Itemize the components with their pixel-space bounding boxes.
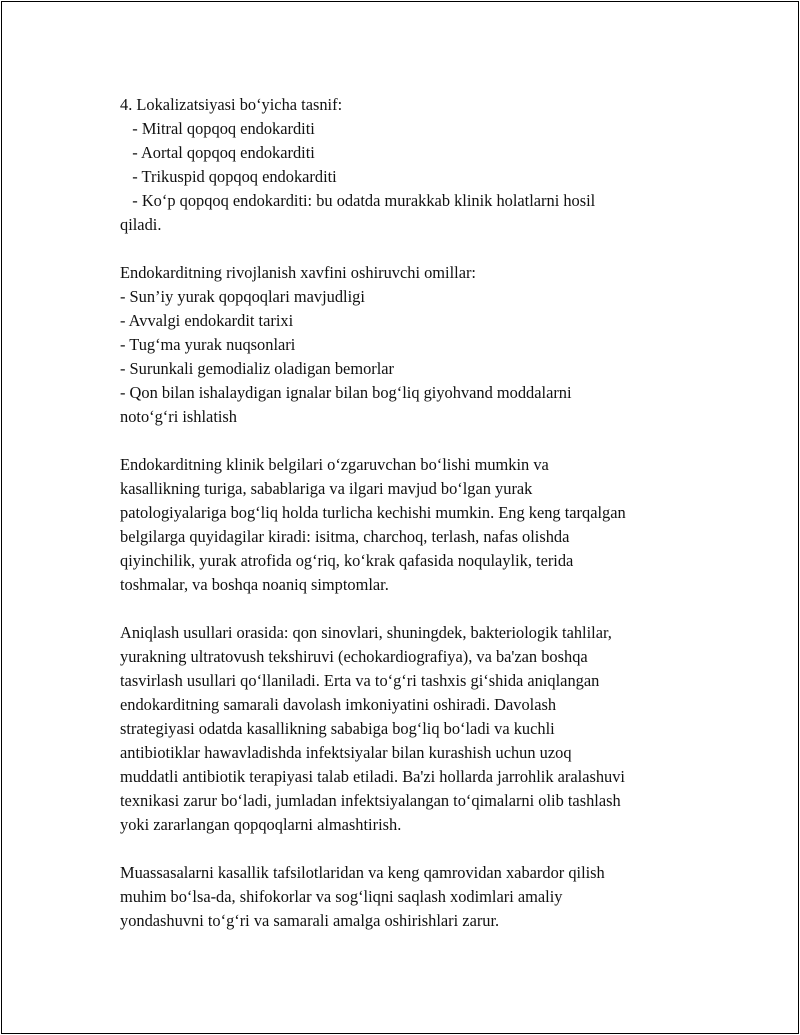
paragraph-line: patologiyalariga bog‘liq holda turlicha kechishi mumkin. Eng keng tarqalgan <box>120 503 626 522</box>
risk-factor-item: - Surunkali gemodializ oladigan bemorlar <box>120 359 395 378</box>
risk-factor-item: - Sun’iy yurak qopqoqlari mavjudligi <box>120 287 365 306</box>
paragraph-line: muddatli antibiotik terapiyasi talab etiladi. Ba'zi hollarda jarrohlik aralashuvi <box>120 767 625 786</box>
clinical-signs-paragraph <box>120 453 700 597</box>
classification-item-multi: - Ko‘p qopqoq endokarditi: bu odatda murakkab klinik holatlarni hosil <box>120 191 596 210</box>
classification-section <box>120 93 700 237</box>
paragraph-line: texnikasi zarur bo‘ladi, jumladan infektsiyalangan to‘qimalarni olib tashlash <box>120 791 621 810</box>
paragraph-line: yondashuvni to‘g‘ri va samarali amalga oshirishlari zarur. <box>120 911 500 930</box>
paragraph-line: yurakning ultratovush tekshiruvi (echokardiografiya), va ba'zan boshqa <box>120 647 588 666</box>
paragraph-line: tasvirlash usullari qo‘llaniladi. Erta va to‘g‘ri tashxis gi‘shida aniqlangan <box>120 671 600 690</box>
paragraph-line: kasallikning turiga, sabablariga va ilgari mavjud bo‘lgan yurak <box>120 479 533 498</box>
closing-paragraph <box>120 861 700 933</box>
document-page <box>1 1 799 1034</box>
classification-item-mitral: - Mitral qopqoq endokarditi <box>120 119 315 138</box>
paragraph-line: Aniqlash usullari orasida: qon sinovlari, shuningdek, bakteriologik tahlilar, <box>120 623 612 642</box>
risk-factors-heading: Endokarditning rivojlanish xavfini oshiruvchi omillar: <box>120 263 476 282</box>
classification-item-aortal: - Aortal qopqoq endokarditi <box>120 143 315 162</box>
classification-heading: 4. Lokalizatsiyasi bo‘yicha tasnif: <box>120 95 343 114</box>
paragraph-line: Muassasalarni kasallik tafsilotlaridan va keng qamrovidan xabardor qilish <box>120 863 605 882</box>
paragraph-line: belgilarga quyidagilar kiradi: isitma, charchoq, terlash, nafas olishda <box>120 527 570 546</box>
diagnosis-treatment-paragraph <box>120 621 700 837</box>
classification-item-trikuspid: - Trikuspid qopqoq endokarditi <box>120 167 337 186</box>
paragraph-line: muhim bo‘lsa-da, shifokorlar va sog‘liqni saqlash xodimlari amaliy <box>120 887 563 906</box>
paragraph-line: antibiotiklar hawavladishda infektsiyalar bilan kurashish uchun uzoq <box>120 743 572 762</box>
paragraph-line: qiyinchilik, yurak atrofida og‘riq, ko‘krak qafasida noqulaylik, terida <box>120 551 574 570</box>
paragraph-line: strategiyasi odatda kasallikning sababiga bog‘liq bo‘ladi va kuchli <box>120 719 555 738</box>
classification-item-multi-continuation: qiladi. <box>120 215 162 234</box>
document-body <box>120 93 700 933</box>
paragraph-line: yoki zararlangan qopqoqlarni almashtirish. <box>120 815 402 834</box>
paragraph-line: toshmalar, va boshqa noaniq simptomlar. <box>120 575 389 594</box>
risk-factor-item: - Avvalgi endokardit tarixi <box>120 311 294 330</box>
risk-factor-item-continuation: noto‘g‘ri ishlatish <box>120 407 237 426</box>
paragraph-line: Endokarditning klinik belgilari o‘zgaruvchan bo‘lishi mumkin va <box>120 455 549 474</box>
risk-factors-section <box>120 261 700 429</box>
risk-factor-item: - Tug‘ma yurak nuqsonlari <box>120 335 296 354</box>
risk-factor-item: - Qon bilan ishalaydigan ignalar bilan bog‘liq giyohvand moddalarni <box>120 383 572 402</box>
paragraph-line: endokarditning samarali davolash imkoniyatini oshiradi. Davolash <box>120 695 557 714</box>
